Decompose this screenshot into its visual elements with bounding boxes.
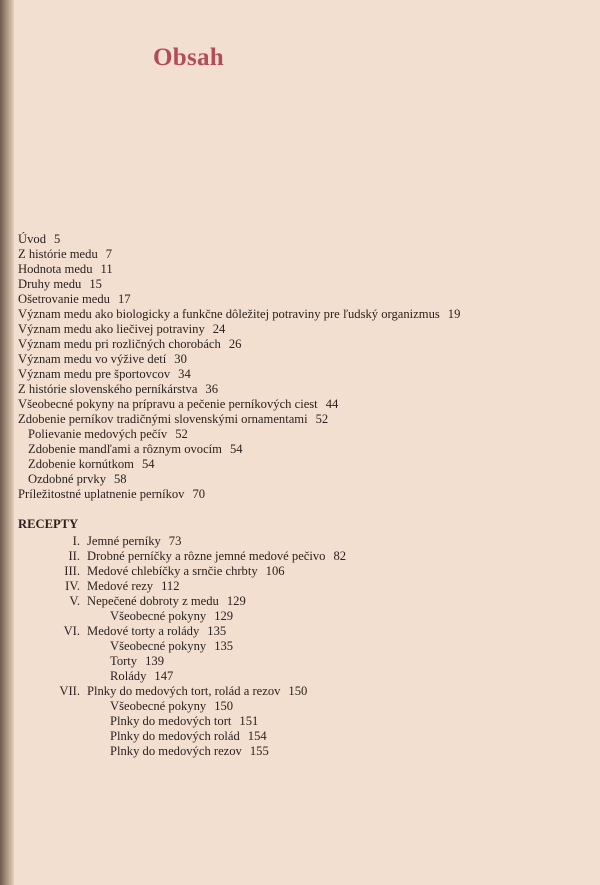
chapter-number: II. xyxy=(68,549,80,563)
toc-entry-page: 54 xyxy=(229,442,243,456)
table-of-contents xyxy=(18,232,588,759)
toc-entry-page: 24 xyxy=(212,322,226,336)
toc-entry-page: 139 xyxy=(145,654,164,668)
toc-entry-page: 82 xyxy=(333,549,347,563)
toc-entry-page: 17 xyxy=(117,292,131,306)
toc-subentry xyxy=(18,427,588,442)
toc-entry-page: 44 xyxy=(325,397,339,411)
recipe-chapter xyxy=(18,684,588,699)
toc-entry-label: Z histórie medu xyxy=(18,247,98,261)
toc-entry-label: Všeobecné pokyny xyxy=(110,639,207,653)
toc-entry-label: Všeobecné pokyny na prípravu a pečenie perníkových ciest xyxy=(18,397,318,411)
toc-entry-label: Drobné perníčky a rôzne jemné medové pečivo xyxy=(87,549,326,563)
toc-entry-label: Hodnota medu xyxy=(18,262,93,276)
toc-entry-page: 36 xyxy=(205,382,219,396)
toc-entry-label: Ozdobné prvky xyxy=(28,472,106,486)
toc-entry-label: Plnky do medových tort xyxy=(110,714,232,728)
toc-entry-label: Nepečené dobroty z medu xyxy=(87,594,219,608)
toc-entry-label: Druhy medu xyxy=(18,277,82,291)
page-title: Obsah xyxy=(153,44,224,71)
recipe-chapter xyxy=(18,549,588,564)
toc-entry-page: 52 xyxy=(175,427,188,441)
book-binding-shadow xyxy=(0,0,14,885)
toc-entry-label: Úvod xyxy=(18,232,46,246)
toc-entry xyxy=(18,487,588,502)
recipe-subsection xyxy=(18,669,588,684)
toc-entry-page: 26 xyxy=(228,337,242,351)
toc-entry-label: Zdobenie perníkov tradičnými slovenskými ornamentami xyxy=(18,412,308,426)
toc-entry-label: Zdobenie kornútkom xyxy=(28,457,134,471)
toc-entry-label: Z histórie slovenského perníkárstva xyxy=(18,382,198,396)
toc-entry xyxy=(18,367,588,382)
chapter-number: I. xyxy=(72,534,80,548)
toc-entry-page: 70 xyxy=(192,487,206,501)
toc-entry-page: 155 xyxy=(249,744,269,758)
recipe-subsection xyxy=(18,714,588,729)
toc-entry xyxy=(18,412,588,427)
toc-entry-page: 19 xyxy=(447,307,461,321)
toc-entry-label: Príležitostné uplatnenie perníkov xyxy=(18,487,185,501)
chapter-number: IV. xyxy=(65,579,80,593)
toc-entry-page: 5 xyxy=(54,232,61,246)
toc-entry xyxy=(18,247,588,262)
toc-entry-label: Medové torty a rolády xyxy=(87,624,200,638)
chapter-number: VI. xyxy=(63,624,80,638)
toc-entry-page: 151 xyxy=(239,714,259,728)
toc-entry-label: Medové rezy xyxy=(87,579,154,593)
toc-entry-page: 52 xyxy=(315,412,329,426)
toc-entry xyxy=(18,352,588,367)
toc-entry-page: 73 xyxy=(168,534,182,548)
toc-entry-page: 147 xyxy=(154,669,174,683)
recipe-subsection xyxy=(18,744,588,759)
toc-entry-page: 58 xyxy=(114,472,127,486)
recipes-heading: RECEPTY xyxy=(18,517,79,531)
toc-entry-label: Význam medu ako biologicky a funkčne dôležitej potraviny pre ľudský organizmus xyxy=(18,307,440,321)
chapter-number: V. xyxy=(69,594,80,608)
recipe-subsection xyxy=(18,609,588,624)
toc-entry xyxy=(18,337,588,352)
toc-entry-label: Medové chlebíčky a srnčie chrbty xyxy=(87,564,258,578)
toc-subentry xyxy=(18,457,588,472)
toc-entry-label: Význam medu ako liečivej potraviny xyxy=(18,322,205,336)
toc-entry-label: Význam medu pre športovcov xyxy=(18,367,171,381)
toc-subentry xyxy=(18,442,588,457)
recipe-chapter xyxy=(18,564,588,579)
recipe-subsection xyxy=(18,654,588,669)
toc-entry-label: Plnky do medových rezov xyxy=(110,744,242,758)
chapter-number: III. xyxy=(64,564,80,578)
toc-entry-label: Rolády xyxy=(110,669,147,683)
recipe-chapter xyxy=(18,624,588,639)
toc-entry-page: 106 xyxy=(265,564,285,578)
toc-entry-label: Význam medu pri rozličných chorobách xyxy=(18,337,221,351)
toc-entry-label: Torty xyxy=(110,654,138,668)
toc-entry-page: 54 xyxy=(141,457,155,471)
chapter-number: VII. xyxy=(59,684,80,698)
toc-entry-label: Všeobecné pokyny xyxy=(110,609,207,623)
toc-entry xyxy=(18,307,588,322)
recipe-subsection xyxy=(18,729,588,744)
toc-entry-page: 154 xyxy=(247,729,267,743)
toc-entry xyxy=(18,292,588,307)
toc-entry-label: Význam medu vo výžive detí xyxy=(18,352,167,366)
toc-entry-label: Všeobecné pokyny xyxy=(110,699,207,713)
toc-entry-label: Polievanie medových pečív xyxy=(28,427,168,441)
recipe-chapter xyxy=(18,594,588,609)
toc-entry xyxy=(18,262,588,277)
toc-entry-page: 150 xyxy=(214,699,234,713)
recipe-chapter xyxy=(18,534,588,549)
toc-entry-label: Jemné perníky xyxy=(87,534,161,548)
toc-entry-page: 30 xyxy=(174,352,187,366)
toc-entry-page: 129 xyxy=(226,594,246,608)
toc-entry-page: 135 xyxy=(207,624,227,638)
toc-entry-page: 135 xyxy=(214,639,234,653)
recipe-chapter xyxy=(18,579,588,594)
toc-entry-page: 11 xyxy=(100,262,113,276)
recipe-subsection xyxy=(18,699,588,714)
toc-entry-page: 112 xyxy=(161,579,180,593)
toc-entry xyxy=(18,232,588,247)
toc-entry-page: 15 xyxy=(89,277,102,291)
toc-entry xyxy=(18,322,588,337)
recipe-subsection xyxy=(18,639,588,654)
toc-entry-page: 150 xyxy=(288,684,308,698)
toc-entry xyxy=(18,277,588,292)
toc-entry-label: Ošetrovanie medu xyxy=(18,292,110,306)
toc-entry-page: 34 xyxy=(178,367,191,381)
toc-entry-page: 7 xyxy=(105,247,113,261)
toc-entry-label: Zdobenie mandľami a rôznym ovocím xyxy=(28,442,222,456)
toc-entry-page: 129 xyxy=(214,609,234,623)
toc-entry xyxy=(18,397,588,412)
toc-entry-label: Plnky do medových tort, rolád a rezov xyxy=(87,684,281,698)
toc-entry xyxy=(18,382,588,397)
toc-subentry xyxy=(18,472,588,487)
toc-entry-label: Plnky do medových rolád xyxy=(110,729,240,743)
